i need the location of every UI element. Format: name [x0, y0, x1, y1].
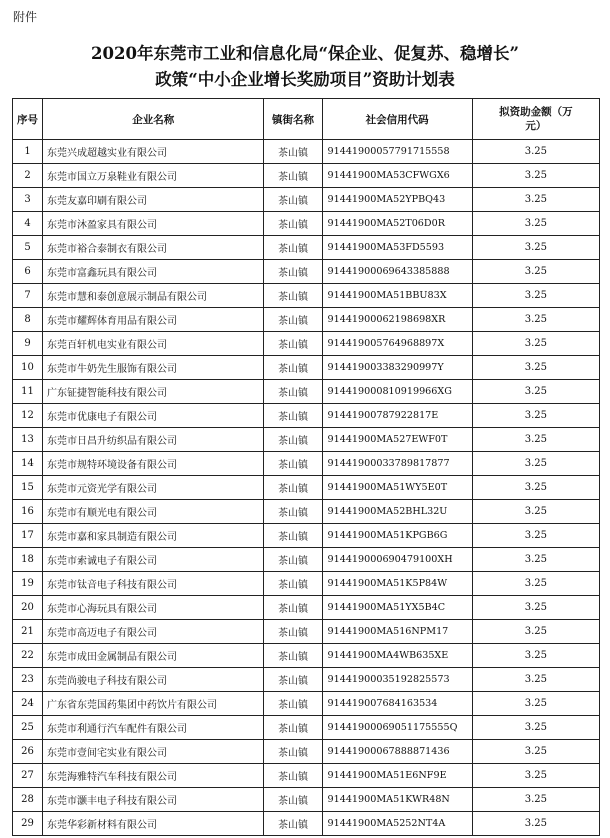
table-row — [13, 356, 600, 380]
row-credit-code: 91441900069643385888 — [322, 260, 472, 284]
table-row — [13, 380, 600, 404]
header-no: 序号 — [13, 99, 43, 140]
table-row — [13, 428, 600, 452]
row-town: 茶山镇 — [264, 404, 322, 428]
row-credit-code: 91441900MA52T06D0R — [322, 212, 472, 236]
row-credit-code: 914419003383290997Y — [322, 356, 472, 380]
row-amount: 3.25 — [472, 572, 599, 596]
table-row — [13, 260, 600, 284]
row-company-name: 东莞市日昌升纺织品有限公司 — [43, 428, 264, 452]
row-town: 茶山镇 — [264, 740, 322, 764]
row-credit-code: 91441900035192825573 — [322, 668, 472, 692]
row-amount: 3.25 — [472, 764, 599, 788]
row-amount: 3.25 — [472, 788, 599, 812]
table-row — [13, 740, 600, 764]
row-company-name: 东莞友嘉印刷有限公司 — [43, 188, 264, 212]
row-town: 茶山镇 — [264, 188, 322, 212]
row-amount: 3.25 — [472, 476, 599, 500]
row-company-name: 东莞市成田金属制品有限公司 — [43, 644, 264, 668]
row-town: 茶山镇 — [264, 572, 322, 596]
table-row — [13, 164, 600, 188]
row-no: 13 — [13, 428, 43, 452]
row-company-name: 东莞市优康电子有限公司 — [43, 404, 264, 428]
row-no: 19 — [13, 572, 43, 596]
table-row — [13, 548, 600, 572]
row-town: 茶山镇 — [264, 548, 322, 572]
row-company-name: 东莞市有顺光电有限公司 — [43, 500, 264, 524]
row-town: 茶山镇 — [264, 764, 322, 788]
row-credit-code: 91441900787922817E — [322, 404, 472, 428]
row-company-name: 东莞市沐盈家具有限公司 — [43, 212, 264, 236]
row-amount: 3.25 — [472, 716, 599, 740]
row-credit-code: 91441900033789817877 — [322, 452, 472, 476]
table-row — [13, 332, 600, 356]
row-company-name: 东莞尚骏电子科技有限公司 — [43, 668, 264, 692]
row-town: 茶山镇 — [264, 788, 322, 812]
header-amount — [472, 99, 599, 140]
table-row — [13, 212, 600, 236]
row-town: 茶山镇 — [264, 260, 322, 284]
row-no: 1 — [13, 140, 43, 164]
row-credit-code: 91441900MA51WY5E0T — [322, 476, 472, 500]
row-town: 茶山镇 — [264, 668, 322, 692]
row-amount: 3.25 — [472, 740, 599, 764]
row-credit-code: 91441900057791715558 — [322, 140, 472, 164]
row-credit-code: 91441900067888871436 — [322, 740, 472, 764]
table-row — [13, 140, 600, 164]
row-credit-code: 91441900MA53FD5593 — [322, 236, 472, 260]
table-row — [13, 668, 600, 692]
row-company-name: 广东钲捷智能科技有限公司 — [43, 380, 264, 404]
row-credit-code: 91441900MA527EWF0T — [322, 428, 472, 452]
header-amount-text: 拟资助金额（万元） — [499, 106, 573, 132]
row-company-name: 东莞市规特环境设备有限公司 — [43, 452, 264, 476]
row-no: 2 — [13, 164, 43, 188]
row-amount: 3.25 — [472, 692, 599, 716]
row-amount: 3.25 — [472, 812, 599, 836]
row-amount: 3.25 — [472, 188, 599, 212]
row-amount: 3.25 — [472, 380, 599, 404]
row-credit-code: 91441900MA51BBU83X — [322, 284, 472, 308]
table-row — [13, 620, 600, 644]
row-no: 14 — [13, 452, 43, 476]
row-credit-code: 91441900062198698XR — [322, 308, 472, 332]
row-no: 21 — [13, 620, 43, 644]
row-company-name: 东莞市嘉和家具制造有限公司 — [43, 524, 264, 548]
table-row — [13, 812, 600, 836]
table-row — [13, 188, 600, 212]
row-credit-code: 91441900MA51E6NF9E — [322, 764, 472, 788]
row-credit-code: 91441900MA51YX5B4C — [322, 596, 472, 620]
row-company-name: 广东省东莞国药集团中药饮片有限公司 — [43, 692, 264, 716]
row-no: 22 — [13, 644, 43, 668]
row-company-name: 东莞百轩机电实业有限公司 — [43, 332, 264, 356]
row-amount: 3.25 — [472, 236, 599, 260]
row-company-name: 东莞市灏丰电子科技有限公司 — [43, 788, 264, 812]
row-no: 26 — [13, 740, 43, 764]
row-company-name: 东莞市高迈电子有限公司 — [43, 620, 264, 644]
row-amount: 3.25 — [472, 452, 599, 476]
row-town: 茶山镇 — [264, 620, 322, 644]
table-row — [13, 404, 600, 428]
row-town: 茶山镇 — [264, 164, 322, 188]
row-amount: 3.25 — [472, 140, 599, 164]
table-row — [13, 716, 600, 740]
row-town: 茶山镇 — [264, 476, 322, 500]
attachment-label: 附件 — [13, 10, 38, 24]
row-credit-code: 91441900MA5252NT4A — [322, 812, 472, 836]
row-credit-code: 91441900MA53CFWGX6 — [322, 164, 472, 188]
funding-plan-table — [12, 98, 600, 836]
row-town: 茶山镇 — [264, 212, 322, 236]
row-company-name: 东莞华彩新材料有限公司 — [43, 812, 264, 836]
row-no: 15 — [13, 476, 43, 500]
row-company-name: 东莞兴成超越实业有限公司 — [43, 140, 264, 164]
row-town: 茶山镇 — [264, 140, 322, 164]
row-credit-code: 91441900MA516NPM17 — [322, 620, 472, 644]
row-company-name: 东莞市慧和泰创意展示制品有限公司 — [43, 284, 264, 308]
row-no: 23 — [13, 668, 43, 692]
table-row — [13, 644, 600, 668]
row-company-name: 东莞市裕合泰制衣有限公司 — [43, 236, 264, 260]
row-town: 茶山镇 — [264, 812, 322, 836]
row-credit-code: 914419000690479100XH — [322, 548, 472, 572]
page-title-line1: 2020年东莞市工业和信息化局“保企业、促复苏、稳增长” — [91, 44, 519, 63]
row-no: 11 — [13, 380, 43, 404]
row-credit-code: 91441900MA51KWR48N — [322, 788, 472, 812]
row-amount: 3.25 — [472, 212, 599, 236]
row-no: 17 — [13, 524, 43, 548]
row-town: 茶山镇 — [264, 524, 322, 548]
row-credit-code: 91441900MA51K5P84W — [322, 572, 472, 596]
row-amount: 3.25 — [472, 332, 599, 356]
row-company-name: 东莞市元资光学有限公司 — [43, 476, 264, 500]
row-town: 茶山镇 — [264, 428, 322, 452]
row-company-name: 东莞市索诚电子有限公司 — [43, 548, 264, 572]
row-no: 29 — [13, 812, 43, 836]
row-no: 20 — [13, 596, 43, 620]
row-town: 茶山镇 — [264, 236, 322, 260]
row-town: 茶山镇 — [264, 596, 322, 620]
table-row — [13, 764, 600, 788]
row-credit-code: 91441900MA4WB635XE — [322, 644, 472, 668]
row-no: 7 — [13, 284, 43, 308]
row-town: 茶山镇 — [264, 308, 322, 332]
row-amount: 3.25 — [472, 596, 599, 620]
row-no: 4 — [13, 212, 43, 236]
row-company-name: 东莞市国立万泉鞋业有限公司 — [43, 164, 264, 188]
row-amount: 3.25 — [472, 524, 599, 548]
table-row — [13, 596, 600, 620]
row-amount: 3.25 — [472, 548, 599, 572]
row-company-name: 东莞市耀辉体育用品有限公司 — [43, 308, 264, 332]
row-no: 24 — [13, 692, 43, 716]
row-no: 28 — [13, 788, 43, 812]
row-town: 茶山镇 — [264, 356, 322, 380]
row-no: 8 — [13, 308, 43, 332]
row-company-name: 东莞市心海玩具有限公司 — [43, 596, 264, 620]
table-row — [13, 476, 600, 500]
row-company-name: 东莞市利通行汽车配件有限公司 — [43, 716, 264, 740]
row-no: 10 — [13, 356, 43, 380]
row-town: 茶山镇 — [264, 500, 322, 524]
row-no: 27 — [13, 764, 43, 788]
row-company-name: 东莞市富鑫玩具有限公司 — [43, 260, 264, 284]
row-amount: 3.25 — [472, 356, 599, 380]
page-title-line2: 政策“中小企业增长奖励项目”资助计划表 — [155, 70, 455, 89]
row-amount: 3.25 — [472, 620, 599, 644]
row-credit-code: 91441900MA52BHL32U — [322, 500, 472, 524]
row-amount: 3.25 — [472, 164, 599, 188]
table-row — [13, 572, 600, 596]
table-row — [13, 500, 600, 524]
row-credit-code: 91441900069051175555Q — [322, 716, 472, 740]
table-row — [13, 284, 600, 308]
row-amount: 3.25 — [472, 308, 599, 332]
row-no: 12 — [13, 404, 43, 428]
header-name: 企业名称 — [43, 99, 264, 140]
row-amount: 3.25 — [472, 500, 599, 524]
row-credit-code: 91441900MA51KPGB6G — [322, 524, 472, 548]
table-row — [13, 308, 600, 332]
row-company-name: 东莞市牛奶先生服饰有限公司 — [43, 356, 264, 380]
row-amount: 3.25 — [472, 260, 599, 284]
row-amount: 3.25 — [472, 644, 599, 668]
row-credit-code: 914419005764968897X — [322, 332, 472, 356]
row-credit-code: 914419000810919966XG — [322, 380, 472, 404]
row-no: 5 — [13, 236, 43, 260]
row-company-name: 东莞市钛音电子科技有限公司 — [43, 572, 264, 596]
row-town: 茶山镇 — [264, 380, 322, 404]
table-header-row — [13, 99, 600, 140]
row-town: 茶山镇 — [264, 284, 322, 308]
table-row — [13, 692, 600, 716]
row-no: 3 — [13, 188, 43, 212]
row-town: 茶山镇 — [264, 716, 322, 740]
row-company-name: 东莞市壹间宅实业有限公司 — [43, 740, 264, 764]
row-credit-code: 914419007684163534 — [322, 692, 472, 716]
header-town: 镇街名称 — [264, 99, 322, 140]
table-row — [13, 524, 600, 548]
row-company-name: 东莞海雅特汽车科技有限公司 — [43, 764, 264, 788]
table-row — [13, 788, 600, 812]
row-no: 6 — [13, 260, 43, 284]
row-no: 16 — [13, 500, 43, 524]
row-amount: 3.25 — [472, 668, 599, 692]
row-amount: 3.25 — [472, 284, 599, 308]
row-no: 18 — [13, 548, 43, 572]
table-row — [13, 452, 600, 476]
row-town: 茶山镇 — [264, 452, 322, 476]
header-code: 社会信用代码 — [322, 99, 472, 140]
row-credit-code: 91441900MA52YPBQ43 — [322, 188, 472, 212]
row-town: 茶山镇 — [264, 332, 322, 356]
row-no: 25 — [13, 716, 43, 740]
row-amount: 3.25 — [472, 404, 599, 428]
table-row — [13, 236, 600, 260]
row-town: 茶山镇 — [264, 692, 322, 716]
row-town: 茶山镇 — [264, 644, 322, 668]
row-no: 9 — [13, 332, 43, 356]
row-amount: 3.25 — [472, 428, 599, 452]
